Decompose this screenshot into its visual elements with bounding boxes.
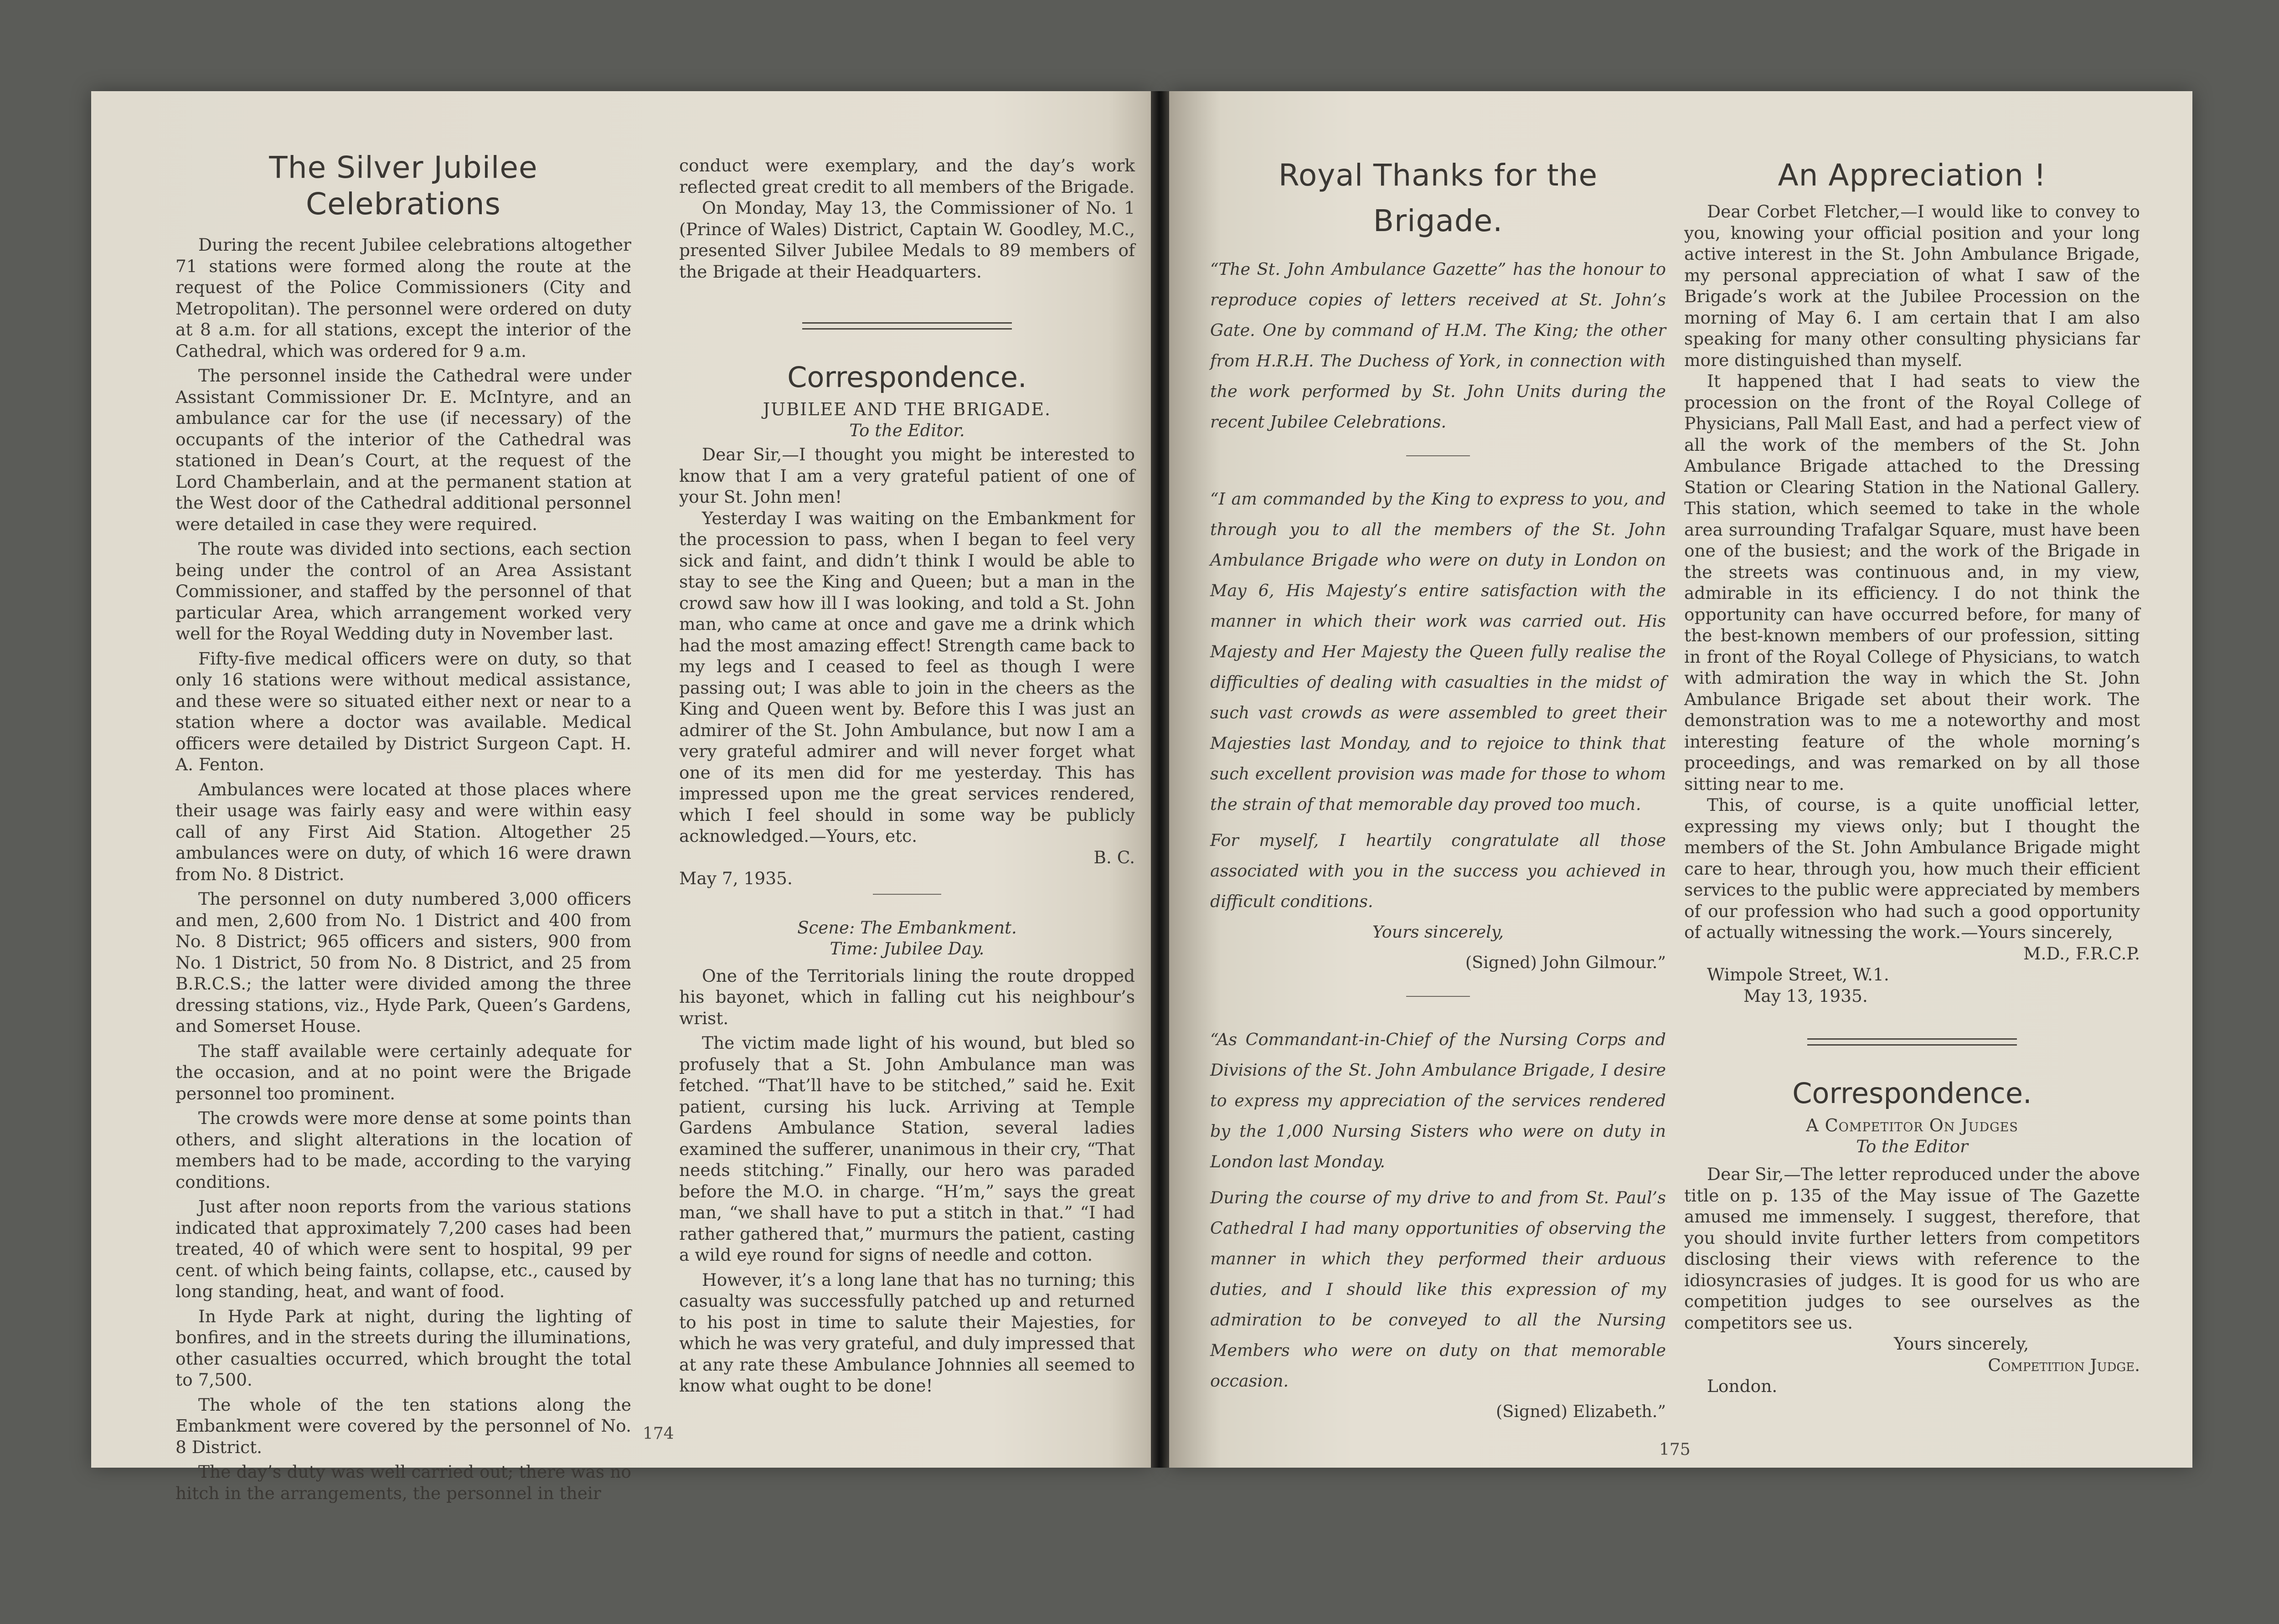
page-number: 175 xyxy=(1659,1440,1691,1459)
letter-signature: M.D., F.R.C.P. xyxy=(2023,943,2140,964)
short-rule-divider xyxy=(1406,996,1470,997)
article-title-silver-jubilee: The Silver Jubilee Celebrations xyxy=(269,150,538,222)
page-number: 174 xyxy=(643,1424,674,1443)
duchess-letter-paragraph: During the course of my drive to and from St. Paul’s Cathedral I had many opportunities of observing the manner in which they performed their arduous duties, and I should like this expression of my admiration to be conveyed to all the Nursing Members who were on duty on that memorable occasion. xyxy=(1210,1188,1666,1391)
letter-date: May 7, 1935. xyxy=(679,868,793,888)
intro-paragraph: “The St. John Ambulance Gazette” has the honour to reproduce copies of letters received at St. John’s Gate. One by command of H.M. The King; the other from H.R.H. The Duchess of York, in connection with the work performed by St. John Units during the recent Jubilee Celebrations. xyxy=(1210,259,1666,432)
time-line: Time: Jubilee Day. xyxy=(830,939,985,959)
article-title-royal-thanks-line2: Brigade. xyxy=(1373,203,1503,238)
letter-signature: B. C. xyxy=(1093,847,1135,867)
left-column-2 xyxy=(679,155,1135,1397)
paragraph: During the recent Jubilee celebrations altogether 71 stations were formed along the route at the request of the Police Commissioners (City and Metropolitan). The personnel were ordered on duty at 8 a.m. for all stations, except the interior of the Cathedral, which was ordered for 9 a.m. xyxy=(175,235,631,361)
letter-salutation-to: To the Editor. xyxy=(849,420,965,440)
king-letter-signature: (Signed) John Gilmour.” xyxy=(1465,953,1666,972)
paragraph: However, it’s a long lane that has no turning; this casualty was successfully patched up and returned to his post in time to salute their Majesties, for which he was very grateful, and duly impressed that at any rate these Ambulance Johnnies all seemed to know what ought to be done! xyxy=(679,1269,1135,1396)
paragraph: Dear Sir,—I thought you might be interested to know that I am a very grateful patient of one of your St. John men! xyxy=(679,444,1135,507)
king-letter-close: Yours sincerely, xyxy=(1372,922,1504,942)
letter-close: Yours sincerely, xyxy=(1894,1334,2029,1354)
paragraph: It happened that I had seats to view the procession on the front of the Royal College of Physicians, Pall Mall East, and had a perfect view of all the work of the members of the St. John Ambulance Brigade attached to the Dressing Station or Clearing Station in the National Gallery. This station, which seemed to take in the whole area surrounding Trafalgar Square, must have been one of the busiest; and the work of the Brigade in the streets was continuous and, in my view, admirable in its efficiency. I do not think the opportunity can have occurred before, for many of the best-known members of our profession, sitting in front of the Royal College of Physicians, to watch with admiration the way in which the St. John Ambulance Brigade set about their work. The demonstration was to me a noteworthy and most interesting feature of the whole morning’s proceedings, and was remarked on by all those sitting near to me. xyxy=(1684,371,2140,794)
paragraph: The personnel inside the Cathedral were under Assistant Commissioner Dr. E. McIntyre, and an ambulance car for the use (if necessary) of the occupants of the interior of the Cathedral was stationed in Dean’s Court, at the request of the Lord Chamberlain, and at the permanent station at the West door of the Cathedral additional personnel were detailed in case they were required. xyxy=(175,366,631,534)
short-rule-divider xyxy=(873,894,941,895)
paragraph: One of the Territorials lining the route dropped his bayonet, which in falling cut his neighbour’s wrist. xyxy=(679,965,1135,1028)
king-letter-paragraph: For myself, I heartily congratulate all those associated with you in the success you achieved in difficult conditions. xyxy=(1210,830,1666,911)
paragraph: conduct were exemplary, and the day’s work reflected great credit to all members of the Brigade. xyxy=(679,155,1135,197)
paragraph: Yesterday I was waiting on the Embankment for the procession to pass, when I began to feel very sick and faint, and didn’t think I would be able to stay to see the King and Queen; but a man in the crowd saw how ill I was looking, and told a St. John man, who came at once and gave me a drink which had the most amazing effect! Strength came back to my legs and I ceased to feel as though I were passing out; I was able to join in the cheers as the King and Queen went by. Before this I was just an admirer of the St. John Ambulance, but now I am a very grateful admirer and will never forget what one of its men did for me yesterday. This has impressed upon me the great services rendered, which I feel should in some way be publicly acknowledged.—Yours, etc. xyxy=(679,508,1135,846)
paragraph: On Monday, May 13, the Commissioner of No. 1 (Prince of Wales) District, Captain W. Goodley, M.C., presented Silver Jubilee Medals to 89 members of the Brigade at their Headquarters. xyxy=(679,198,1135,282)
section-title-correspondence-2: Correspondence. xyxy=(1792,1077,2032,1110)
king-letter-paragraph: “I am commanded by the King to express to you, and through you to all the members of the St. John Ambulance Brigade who were on duty in London on May 6, His Majesty’s entire satisfaction with the manner in which their work was carried out. His Majesty and Her Majesty the Queen fully realise the difficulties of dealing with casualties in the midst of such vast crowds as were assembled to greet their Majesties last Monday, and to rejoice to think that such excellent provision was made for those to whom the strain of that memorable day proved too much. xyxy=(1210,489,1666,814)
right-column-1 xyxy=(1210,153,1666,1427)
article-title-appreciation: An Appreciation ! xyxy=(1778,158,2047,193)
letter-address: Wimpole Street, W.1. xyxy=(1707,964,1889,985)
paragraph: The personnel on duty numbered 3,000 officers and men, 2,600 from No. 1 District and 400 from No. 8 District; 965 officers and sisters, 900 from No. 1 District, 50 from No. 8 District, and 25 from B.R.C.S.; the latter were divided among the three dressing stations, viz., Hyde Park, Queen’s Gardens, and Somerset House. xyxy=(175,889,631,1036)
letter-signature: Competition Judge. xyxy=(1988,1355,2140,1375)
right-page xyxy=(1169,91,2192,1468)
paragraph: Ambulances were located at those places where their usage was fairly easy and were within easy call of any First Aid Station. Altogether 25 ambulances were on duty, of which 16 were drawn from No. 8 District. xyxy=(175,779,631,884)
paragraph: Dear Corbet Fletcher,—I would like to convey to you, knowing your official position and your long active interest in the St. John Ambulance Brigade, my personal appreciation of what I saw of the Brigade’s work at the Jubilee Procession on the morning of May 6. I am certain that I am also speaking for many other consulting physicians far more distinguished than myself. xyxy=(1684,201,2140,370)
book-gutter xyxy=(1151,91,1169,1468)
double-rule-divider xyxy=(802,322,1012,330)
double-rule-divider xyxy=(1807,1038,2017,1046)
duchess-letter-signature: (Signed) Elizabeth.” xyxy=(1496,1402,1666,1421)
scene-line: Scene: The Embankment. xyxy=(797,918,1017,938)
right-column-2 xyxy=(1684,153,2140,1397)
paragraph: The route was divided into sections, each section being under the control of an Area Assistant Commissioner, and staffed by the personnel of that particular Area, which arrangement worked very well for the Royal Wedding duty in November last. xyxy=(175,539,631,644)
paragraph: The victim made light of his wound, but bled so profusely that a St. John Ambulance man was fetched. “That’ll have to be stitched,” said he. Exit patient, cursing his luck. Arriving at Temple Gardens Ambulance Station, several ladies examined the sufferer, unanimous in their cry, “That needs stitching.” Finally, our hero was paraded before the M.O. in charge. “H’m,” says the great man, “we shall have to put a stitch in that.” “I had rather gathered that,” murmurs the patient, casting a wild eye round for signs of needle and cotton. xyxy=(679,1033,1135,1265)
left-column-1 xyxy=(175,150,631,1504)
paragraph: The day’s duty was well carried out; there was no hitch in the arrangements, the personnel in their xyxy=(175,1462,631,1503)
letter-subheading: JUBILEE AND THE BRIGADE. xyxy=(763,399,1052,419)
section-title-correspondence: Correspondence. xyxy=(787,361,1027,394)
duchess-letter-paragraph: “As Commandant-in-Chief of the Nursing Corps and Divisions of the St. John Ambulance Brigade, I desire to express my appreciation of the services rendered by the 1,000 Nursing Sisters who were on duty in London last Monday. xyxy=(1210,1030,1666,1171)
paragraph: Dear Sir,—The letter reproduced under the above title on p. 135 of the May issue of The Gazette amused me immensely. I suggest, therefore, that you should invite further letters from competitors disclosing their views with reference to the idiosyncrasies of judges. It is good for us who are competition judges to see ourselves as the competitors see us. xyxy=(1684,1164,2140,1333)
paragraph: The staff available were certainly adequate for the occasion, and at no point were the Brigade personnel too prominent. xyxy=(175,1041,631,1103)
article-title-royal-thanks: Royal Thanks for the xyxy=(1278,158,1598,193)
paragraph: The crowds were more dense at some points than others, and slight alterations in the location of members had to be made, according to the varying conditions. xyxy=(175,1108,631,1192)
paragraph: In Hyde Park at night, during the lighting of bonfires, and in the streets during the illuminations, other casualties occurred, which brought the total to 7,500. xyxy=(175,1306,631,1390)
letter-place: London. xyxy=(1707,1376,1778,1396)
letter-salutation-to: To the Editor xyxy=(1856,1136,1968,1156)
paragraph: Fifty-five medical officers were on duty, so that only 16 stations were without medical assistance, and these were so situated either next or near to a station where a doctor was available. Medical officers were detailed by District Surgeon Capt. H. A. Fenton. xyxy=(175,648,631,774)
letter-subheading: A Competitor On Judges xyxy=(1806,1115,2018,1135)
short-rule-divider xyxy=(1406,455,1470,456)
paragraph: Just after noon reports from the various stations indicated that approximately 7,200 cases had been treated, 40 of which were sent to hospital, 99 per cent. of which being faints, collapse, etc., caused by long standing, heat, and want of food. xyxy=(175,1196,631,1301)
paragraph: The whole of the ten stations along the Embankment were covered by the personnel of No. 8 District. xyxy=(175,1394,631,1457)
left-page xyxy=(91,91,1151,1503)
letter-date: May 13, 1935. xyxy=(1743,985,1868,1006)
paragraph: This, of course, is a quite unofficial letter, expressing my views only; but I thought the members of the St. John Ambulance Brigade might care to hear, through you, how much their efficient services to the public were appreciated by members of our profession who had such a good opportunity of actually witnessing the work.—Yours sincerely, xyxy=(1684,795,2140,942)
